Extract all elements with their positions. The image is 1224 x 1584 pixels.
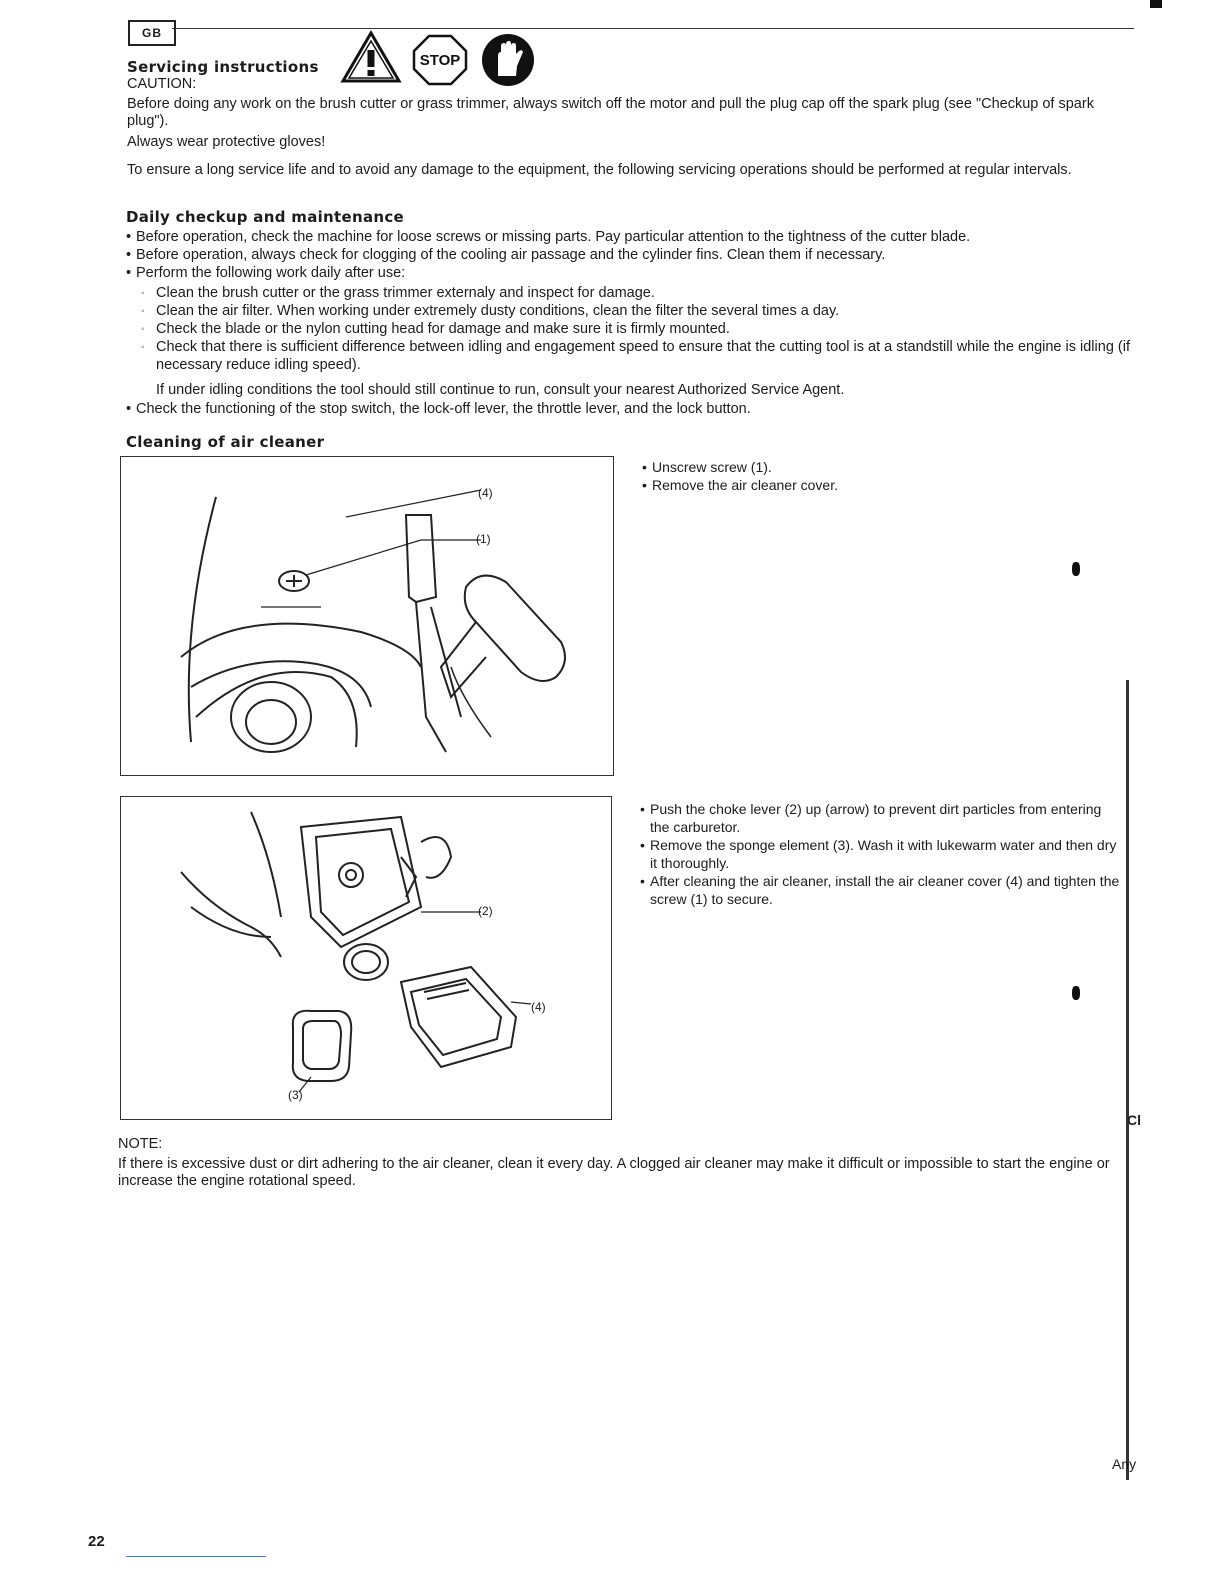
sub-list-item: ◦ Check the blade or the nylon cutting head for damage and make sure it is firmly mounted. [126, 320, 1136, 338]
callout-label: (4) [478, 486, 493, 500]
step-item: • Push the choke lever (2) up (arrow) to prevent dirt particles from entering the carburetor. [640, 800, 1122, 836]
header-rule [172, 28, 1134, 29]
idling-followup: If under idling conditions the tool should still continue to run, consult your nearest Authorized Service Agent. [156, 382, 845, 398]
list-item: • Before operation, always check for clogging of the cooling air passage and the cylinder fins. Clean them if necessary. [126, 246, 1136, 264]
intro-paragraph-2: Always wear protective gloves! [127, 134, 326, 150]
list-item: • Check the functioning of the stop switch, the lock-off lever, the throttle lever, and the lock button. [126, 400, 1136, 418]
warning-triangle-icon [340, 30, 402, 84]
daily-list [126, 228, 1136, 282]
gloves-icon [480, 32, 536, 88]
svg-text:STOP: STOP [419, 52, 461, 69]
sub-list-item: ◦ Clean the air filter. When working under extremely dusty conditions, clean the filter the several times a day. [126, 302, 1136, 320]
corner-mark [1150, 0, 1162, 8]
intro-paragraph-3: To ensure a long service life and to avoid any damage to the equipment, the following servicing operations should be performed at regular intervals. [127, 162, 1072, 178]
callout-label: (2) [478, 904, 493, 918]
edge-fragment: Cl [1127, 1112, 1141, 1128]
footer-rule [126, 1556, 266, 1557]
note-text: If there is excessive dust or dirt adhering to the air cleaner, clean it every day. A clogged air cleaner may make it difficult or impossible to start the engine or increase the engine rotational speed. [118, 1156, 1110, 1189]
figure-2 [120, 796, 612, 1120]
note-label: NOTE: [118, 1136, 163, 1152]
callout-label: (3) [288, 1088, 303, 1102]
daily-sublist [126, 284, 1136, 374]
language-tag: GB [128, 20, 176, 46]
list-item: • Before operation, check the machine for loose screws or missing parts. Pay particular attention to the tightness of the cutter blade. [126, 228, 1136, 246]
list-item: • Perform the following work daily after use: [126, 264, 1136, 282]
air-cleaner-parts-illustration [121, 797, 611, 1119]
sub-list-item: ◦ Check that there is sufficient difference between idling and engagement speed to ensure that the cutting tool is at a standstill while the engine is idling (if necessary reduce idling speed). [126, 338, 1136, 374]
air-cleaner-heading: Cleaning of air cleaner [126, 433, 325, 451]
page-number: 22 [88, 1533, 105, 1550]
daily-last-list [126, 400, 1136, 418]
callout-label: (4) [531, 1000, 546, 1014]
figure-1-steps [642, 458, 1122, 494]
edge-blob [1072, 986, 1080, 1000]
intro-paragraph-1: Before doing any work on the brush cutter or grass trimmer, always switch off the motor and pull the plug cap off the spark plug (see "Checkup of spark plug"). [127, 96, 1094, 129]
figure-2-steps [640, 800, 1122, 908]
step-item: • Remove the air cleaner cover. [642, 476, 1122, 494]
edge-blob [1072, 562, 1080, 576]
callout-label: (1) [476, 532, 491, 546]
daily-heading: Daily checkup and maintenance [126, 208, 405, 226]
edge-fragment: Any [1112, 1456, 1137, 1472]
air-cleaner-cover-illustration [121, 457, 613, 775]
step-item: • Unscrew screw (1). [642, 458, 1122, 476]
figure-1 [120, 456, 614, 776]
sub-list-item: ◦ Clean the brush cutter or the grass trimmer externaly and inspect for damage. [126, 284, 1136, 302]
step-item: • Remove the sponge element (3). Wash it with lukewarm water and then dry it thoroughly. [640, 836, 1122, 872]
stop-icon [412, 34, 468, 86]
page-edge [1126, 680, 1129, 1480]
step-item: • After cleaning the air cleaner, install the air cleaner cover (4) and tighten the screw (1) to secure. [640, 872, 1122, 908]
section-title: Servicing instructions [127, 58, 319, 76]
caution-label: CAUTION: [127, 76, 197, 92]
